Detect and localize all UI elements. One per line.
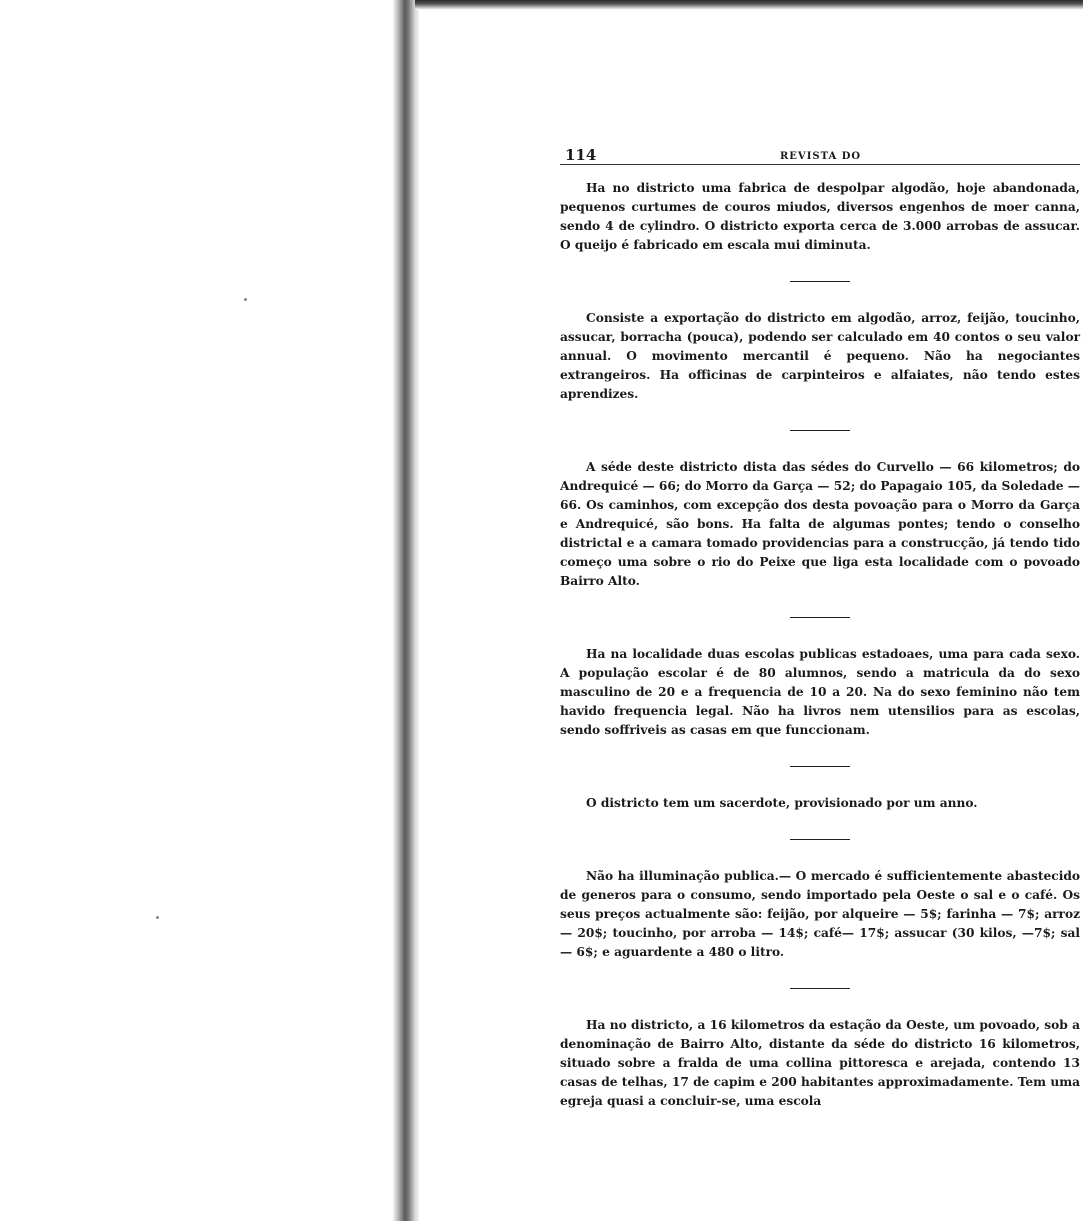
section-divider: [790, 766, 850, 767]
paragraph-schools: Ha na localidade duas escolas publicas estadoaes, uma para cada sexo. A população escolar é de 80 alumnos, sendo a matricula da do sexo masculino de 20 e a frequencia de 10 a 20. Na do sexo feminino não tem havido frequencia legal. Não ha livros nem utensilios para as escolas, sendo soffriveis as casas em que funccionam.: [560, 647, 1080, 737]
paper-speck: [244, 298, 247, 301]
paragraph-clergy: O districto tem um sacerdote, provisionado por um anno.: [586, 796, 978, 810]
paragraph-market-prices: Não ha illuminação publica.— O mercado é sufficientemente abastecido de generos para o consumo, sendo importado pela Oeste o sal e o café. Os seus preços actualmente são: feijão, por alqueire — 5$; farinha — 7$; arroz — 20$; toucinho, por arroba — 14$; café— 17$; assucar (30 kilos, —7$; sal — 6$; e aguardente a 480 o litro.: [560, 869, 1080, 959]
paragraph-industry: Ha no districto uma fabrica de despolpar algodão, hoje abandonada, pequenos curtumes de couros miudos, diversos engenhos de moer canna, sendo 4 de cylindro. O districto exporta cerca de 3.000 arrobas de assucar. O queijo é fabricado em escala mui diminuta.: [560, 181, 1080, 252]
section-divider: [790, 839, 850, 840]
running-head: [560, 140, 1080, 165]
paragraph-exports: Consiste a exportação do districto em algodão, arroz, feijão, toucinho, assucar, borracha (pouca), podendo ser calculado em 40 contos o seu valor annual. O movimento mercantil é pequeno. Não ha negociantes extrangeiros. Ha officinas de carpinteiros e alfaiates, não tendo estes aprendizes.: [560, 311, 1080, 401]
section-divider: [790, 430, 850, 431]
book-page: [560, 140, 1080, 1111]
section-divider: [790, 617, 850, 618]
book-binding-gutter: [393, 0, 419, 1221]
page-number: 114: [565, 146, 597, 164]
section-divider: [790, 281, 850, 282]
running-head-title: REVISTA DO: [780, 151, 862, 162]
paragraph-distances-roads: A séde deste districto dista das sédes do Curvello — 66 kilometros; do Andrequicé — 66; do Morro da Garça — 52; do Papagaio 105, da Soledade — 66. Os caminhos, com excepção dos desta povoação para o Morro da Garça e Andrequicé, são bons. Ha falta de algumas pontes; tendo o conselho districtal e a camara tomado providencias para a construcção, já tendo tido começo uma sobre o rio do Peixe que liga esta localidade com o povoado Bairro Alto.: [560, 460, 1080, 588]
section-divider: [790, 988, 850, 989]
paragraph-bairro-alto: Ha no districto, a 16 kilometros da estação da Oeste, um povoado, sob a denominação de Bairro Alto, distante da séde do districto 16 kilometros, situado sobre a fralda de uma collina pittoresca e arejada, contendo 13 casas de telhas, 17 de capim e 200 habitantes approximadamente. Tem uma egreja quasi a concluir-se, uma escola: [560, 1018, 1080, 1108]
page-top-edge-shadow: [415, 0, 1083, 10]
paper-speck: [156, 916, 159, 919]
facing-page-blank: [0, 0, 395, 1221]
